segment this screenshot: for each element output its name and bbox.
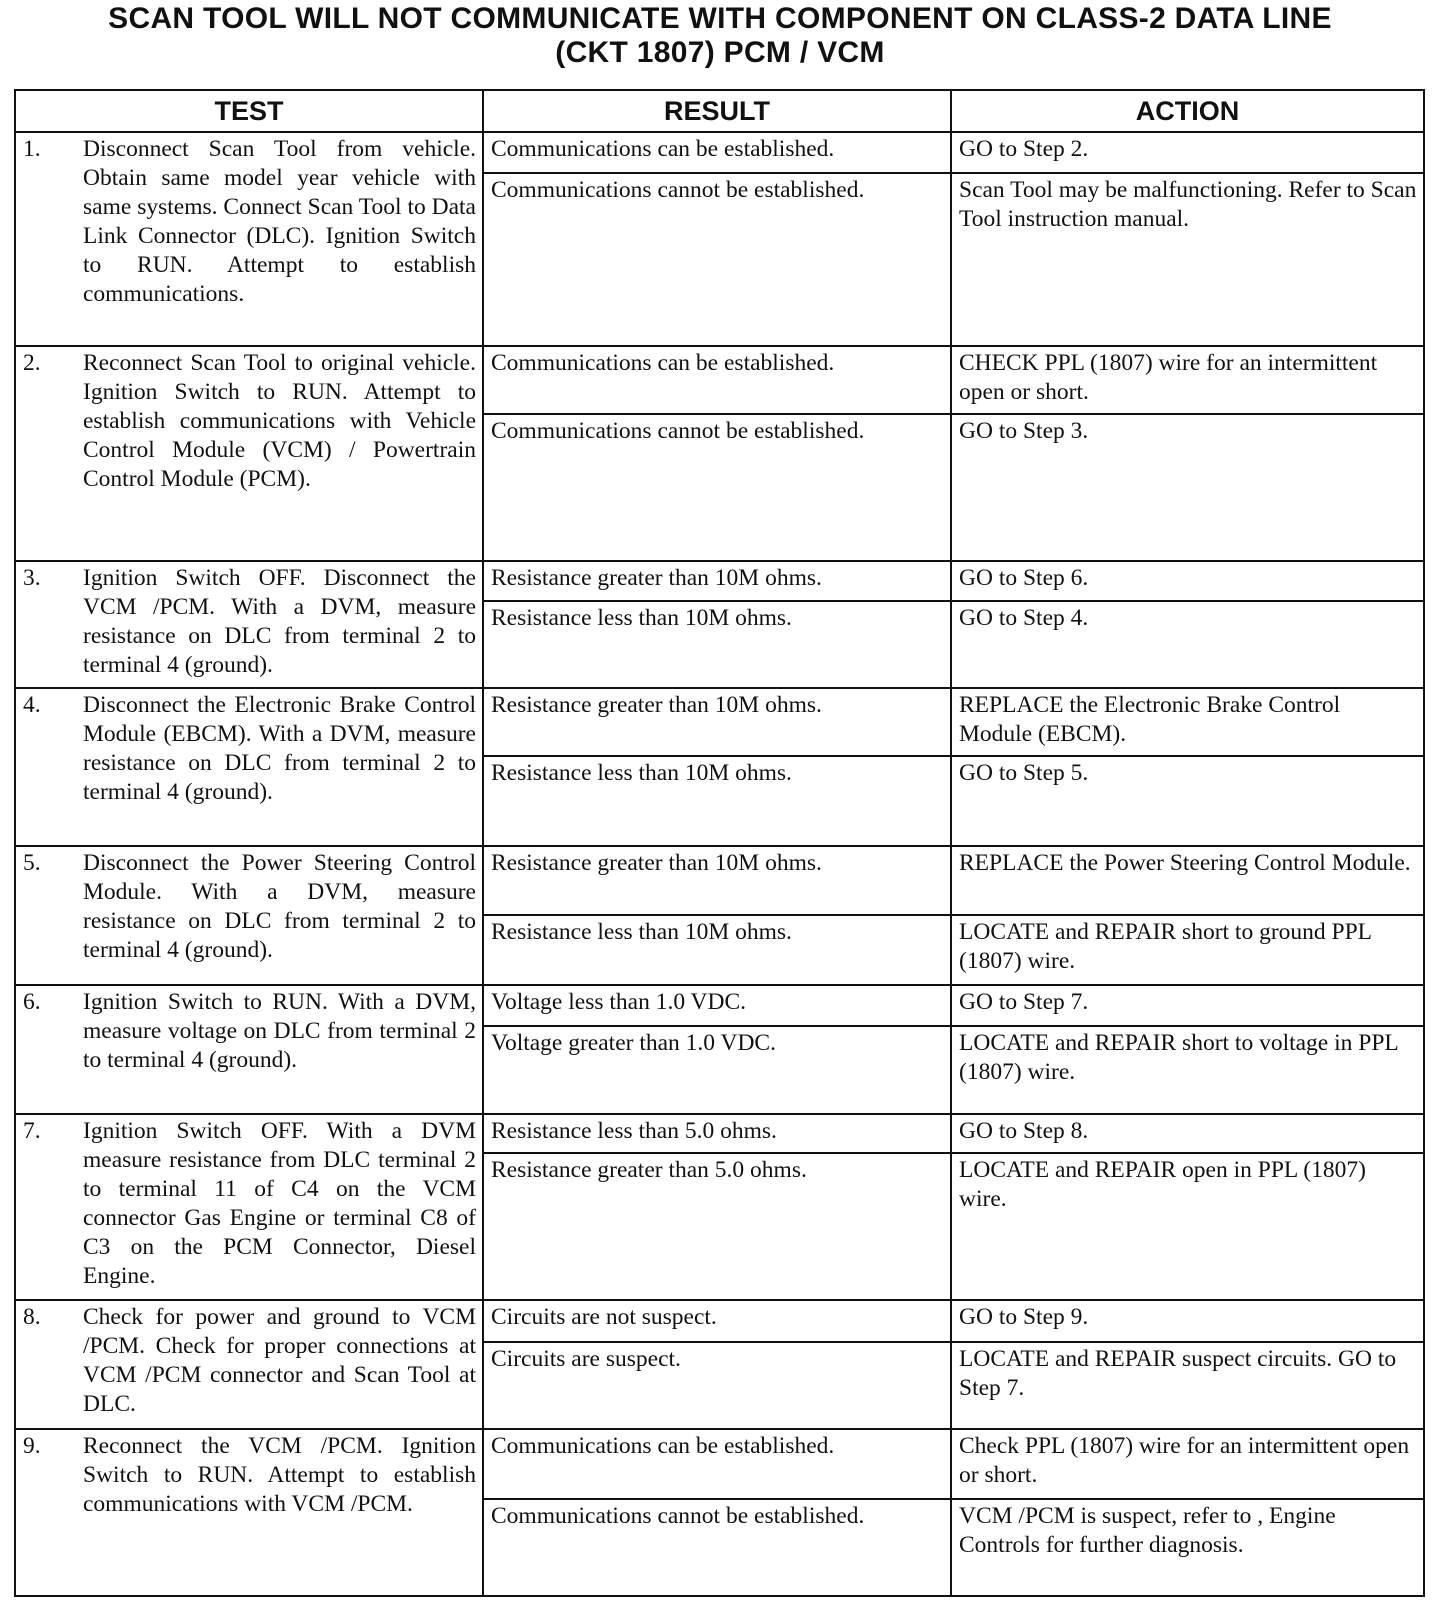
step-2-result-b: Communications cannot be established.	[483, 414, 951, 561]
step-2-row-a	[15, 346, 1424, 414]
step-test-text: Disconnect the Power Steering Control Module. With a DVM, measure resistance on DLC from terminal 2 to terminal 4 (ground).	[83, 849, 476, 963]
step-5-result-a: Resistance greater than 10M ohms.	[483, 846, 951, 915]
step-number: 5.	[23, 849, 41, 876]
header-test: TEST	[15, 90, 483, 132]
page-title	[0, 2, 1440, 70]
step-test-text: Disconnect the Electronic Brake Control Module (EBCM). With a DVM, measure resistance on DLC from terminal 2 to terminal 4 (ground).	[83, 691, 476, 805]
step-7-row-a	[15, 1114, 1424, 1154]
step-4-action-b: GO to Step 5.	[951, 756, 1424, 846]
step-7-action-b: LOCATE and REPAIR open in PPL (1807) wire.	[951, 1153, 1424, 1300]
step-4-result-b: Resistance less than 10M ohms.	[483, 756, 951, 846]
header-row	[15, 90, 1424, 132]
step-1-action-a: GO to Step 2.	[951, 132, 1424, 173]
step-6-action-a: GO to Step 7.	[951, 985, 1424, 1026]
step-8-row-a	[15, 1300, 1424, 1342]
step-3-row-a	[15, 561, 1424, 601]
step-1-action-b: Scan Tool may be malfunctioning. Refer to Scan Tool instruction manual.	[951, 173, 1424, 346]
step-8-result-b: Circuits are suspect.	[483, 1342, 951, 1429]
header-action: ACTION	[951, 90, 1424, 132]
step-test-text: Disconnect Scan Tool from vehicle. Obtain same model year vehicle with same systems. Connect Scan Tool to Data Link Connector (DLC). Ignition Switch to RUN. Attempt to establish communications.	[83, 136, 476, 307]
title-line-1: SCAN TOOL WILL NOT COMMUNICATE WITH COMPONENT ON CLASS-2 DATA LINE	[108, 2, 1332, 35]
diagnostic-table	[14, 89, 1425, 1597]
step-7-test	[15, 1114, 483, 1301]
step-1-row-a	[15, 132, 1424, 173]
step-3-result-a: Resistance greater than 10M ohms.	[483, 561, 951, 601]
step-9-action-a: Check PPL (1807) wire for an intermittent open or short.	[951, 1429, 1424, 1499]
step-6-test	[15, 985, 483, 1113]
step-3-result-b: Resistance less than 10M ohms.	[483, 601, 951, 688]
step-4-row-a	[15, 688, 1424, 756]
step-8-test	[15, 1300, 483, 1428]
step-3-action-a: GO to Step 6.	[951, 561, 1424, 601]
step-number: 8.	[23, 1304, 41, 1331]
step-6-result-a: Voltage less than 1.0 VDC.	[483, 985, 951, 1026]
step-number: 1.	[23, 136, 41, 162]
title-line-2: (CKT 1807) PCM / VCM	[555, 36, 885, 69]
step-2-test	[15, 346, 483, 561]
step-8-action-b: LOCATE and REPAIR suspect circuits. GO to Step 7.	[951, 1342, 1424, 1429]
step-8-action-a: GO to Step 9.	[951, 1300, 1424, 1342]
step-test-text: Ignition Switch to RUN. With a DVM, measure voltage on DLC from terminal 2 to terminal 4 (ground).	[83, 989, 476, 1074]
step-test-text: Ignition Switch OFF. With a DVM measure resistance from DLC terminal 2 to terminal 11 of C4 on the VCM connector Gas Engine or terminal C8 of C3 on the PCM Connector, Diesel Engine.	[83, 1117, 476, 1289]
step-4-result-a: Resistance greater than 10M ohms.	[483, 688, 951, 756]
step-test-text: Ignition Switch OFF. Disconnect the VCM /PCM. With a DVM, measure resistance on DLC from terminal 2 to terminal 4 (ground).	[83, 565, 476, 679]
step-2-action-a: CHECK PPL (1807) wire for an intermittent open or short.	[951, 346, 1424, 414]
step-number: 9.	[23, 1432, 41, 1459]
step-1-test	[15, 132, 483, 346]
step-6-row-a	[15, 985, 1424, 1026]
step-test-text: Check for power and ground to VCM /PCM. Check for proper connections at VCM /PCM connector and Scan Tool at DLC.	[83, 1304, 476, 1418]
step-8-result-a: Circuits are not suspect.	[483, 1300, 951, 1342]
step-9-result-b: Communications cannot be established.	[483, 1499, 951, 1596]
step-3-action-b: GO to Step 4.	[951, 601, 1424, 688]
step-number: 2.	[23, 350, 41, 377]
step-4-test	[15, 688, 483, 846]
step-1-result-a: Communications can be established.	[483, 132, 951, 173]
step-4-action-a: REPLACE the Electronic Brake Control Module (EBCM).	[951, 688, 1424, 756]
step-5-row-a	[15, 846, 1424, 915]
step-1-result-b: Communications cannot be established.	[483, 173, 951, 346]
step-number: 6.	[23, 989, 41, 1016]
step-3-test	[15, 561, 483, 687]
step-7-result-a: Resistance less than 5.0 ohms.	[483, 1114, 951, 1154]
header-result: RESULT	[483, 90, 951, 132]
step-5-action-b: LOCATE and REPAIR short to ground PPL (1807) wire.	[951, 915, 1424, 985]
step-7-action-a: GO to Step 8.	[951, 1114, 1424, 1154]
step-5-test	[15, 846, 483, 986]
step-6-result-b: Voltage greater than 1.0 VDC.	[483, 1026, 951, 1114]
step-5-action-a: REPLACE the Power Steering Control Module.	[951, 846, 1424, 915]
step-test-text: Reconnect the VCM /PCM. Ignition Switch to RUN. Attempt to establish communications with VCM /PCM.	[83, 1432, 476, 1517]
step-9-result-a: Communications can be established.	[483, 1429, 951, 1499]
step-2-action-b: GO to Step 3.	[951, 414, 1424, 561]
step-number: 4.	[23, 691, 41, 718]
step-7-result-b: Resistance greater than 5.0 ohms.	[483, 1153, 951, 1300]
step-9-test	[15, 1429, 483, 1596]
step-test-text: Reconnect Scan Tool to original vehicle. Ignition Switch to RUN. Attempt to establish communications with Vehicle Control Module (VCM) / Powertrain Control Module (PCM).	[83, 350, 476, 493]
step-5-result-b: Resistance less than 10M ohms.	[483, 915, 951, 985]
step-2-result-a: Communications can be established.	[483, 346, 951, 414]
step-9-action-b: VCM /PCM is suspect, refer to , Engine Controls for further diagnosis.	[951, 1499, 1424, 1596]
step-6-action-b: LOCATE and REPAIR short to voltage in PPL (1807) wire.	[951, 1026, 1424, 1114]
step-number: 3.	[23, 565, 41, 592]
step-9-row-a	[15, 1429, 1424, 1499]
step-number: 7.	[23, 1117, 41, 1144]
